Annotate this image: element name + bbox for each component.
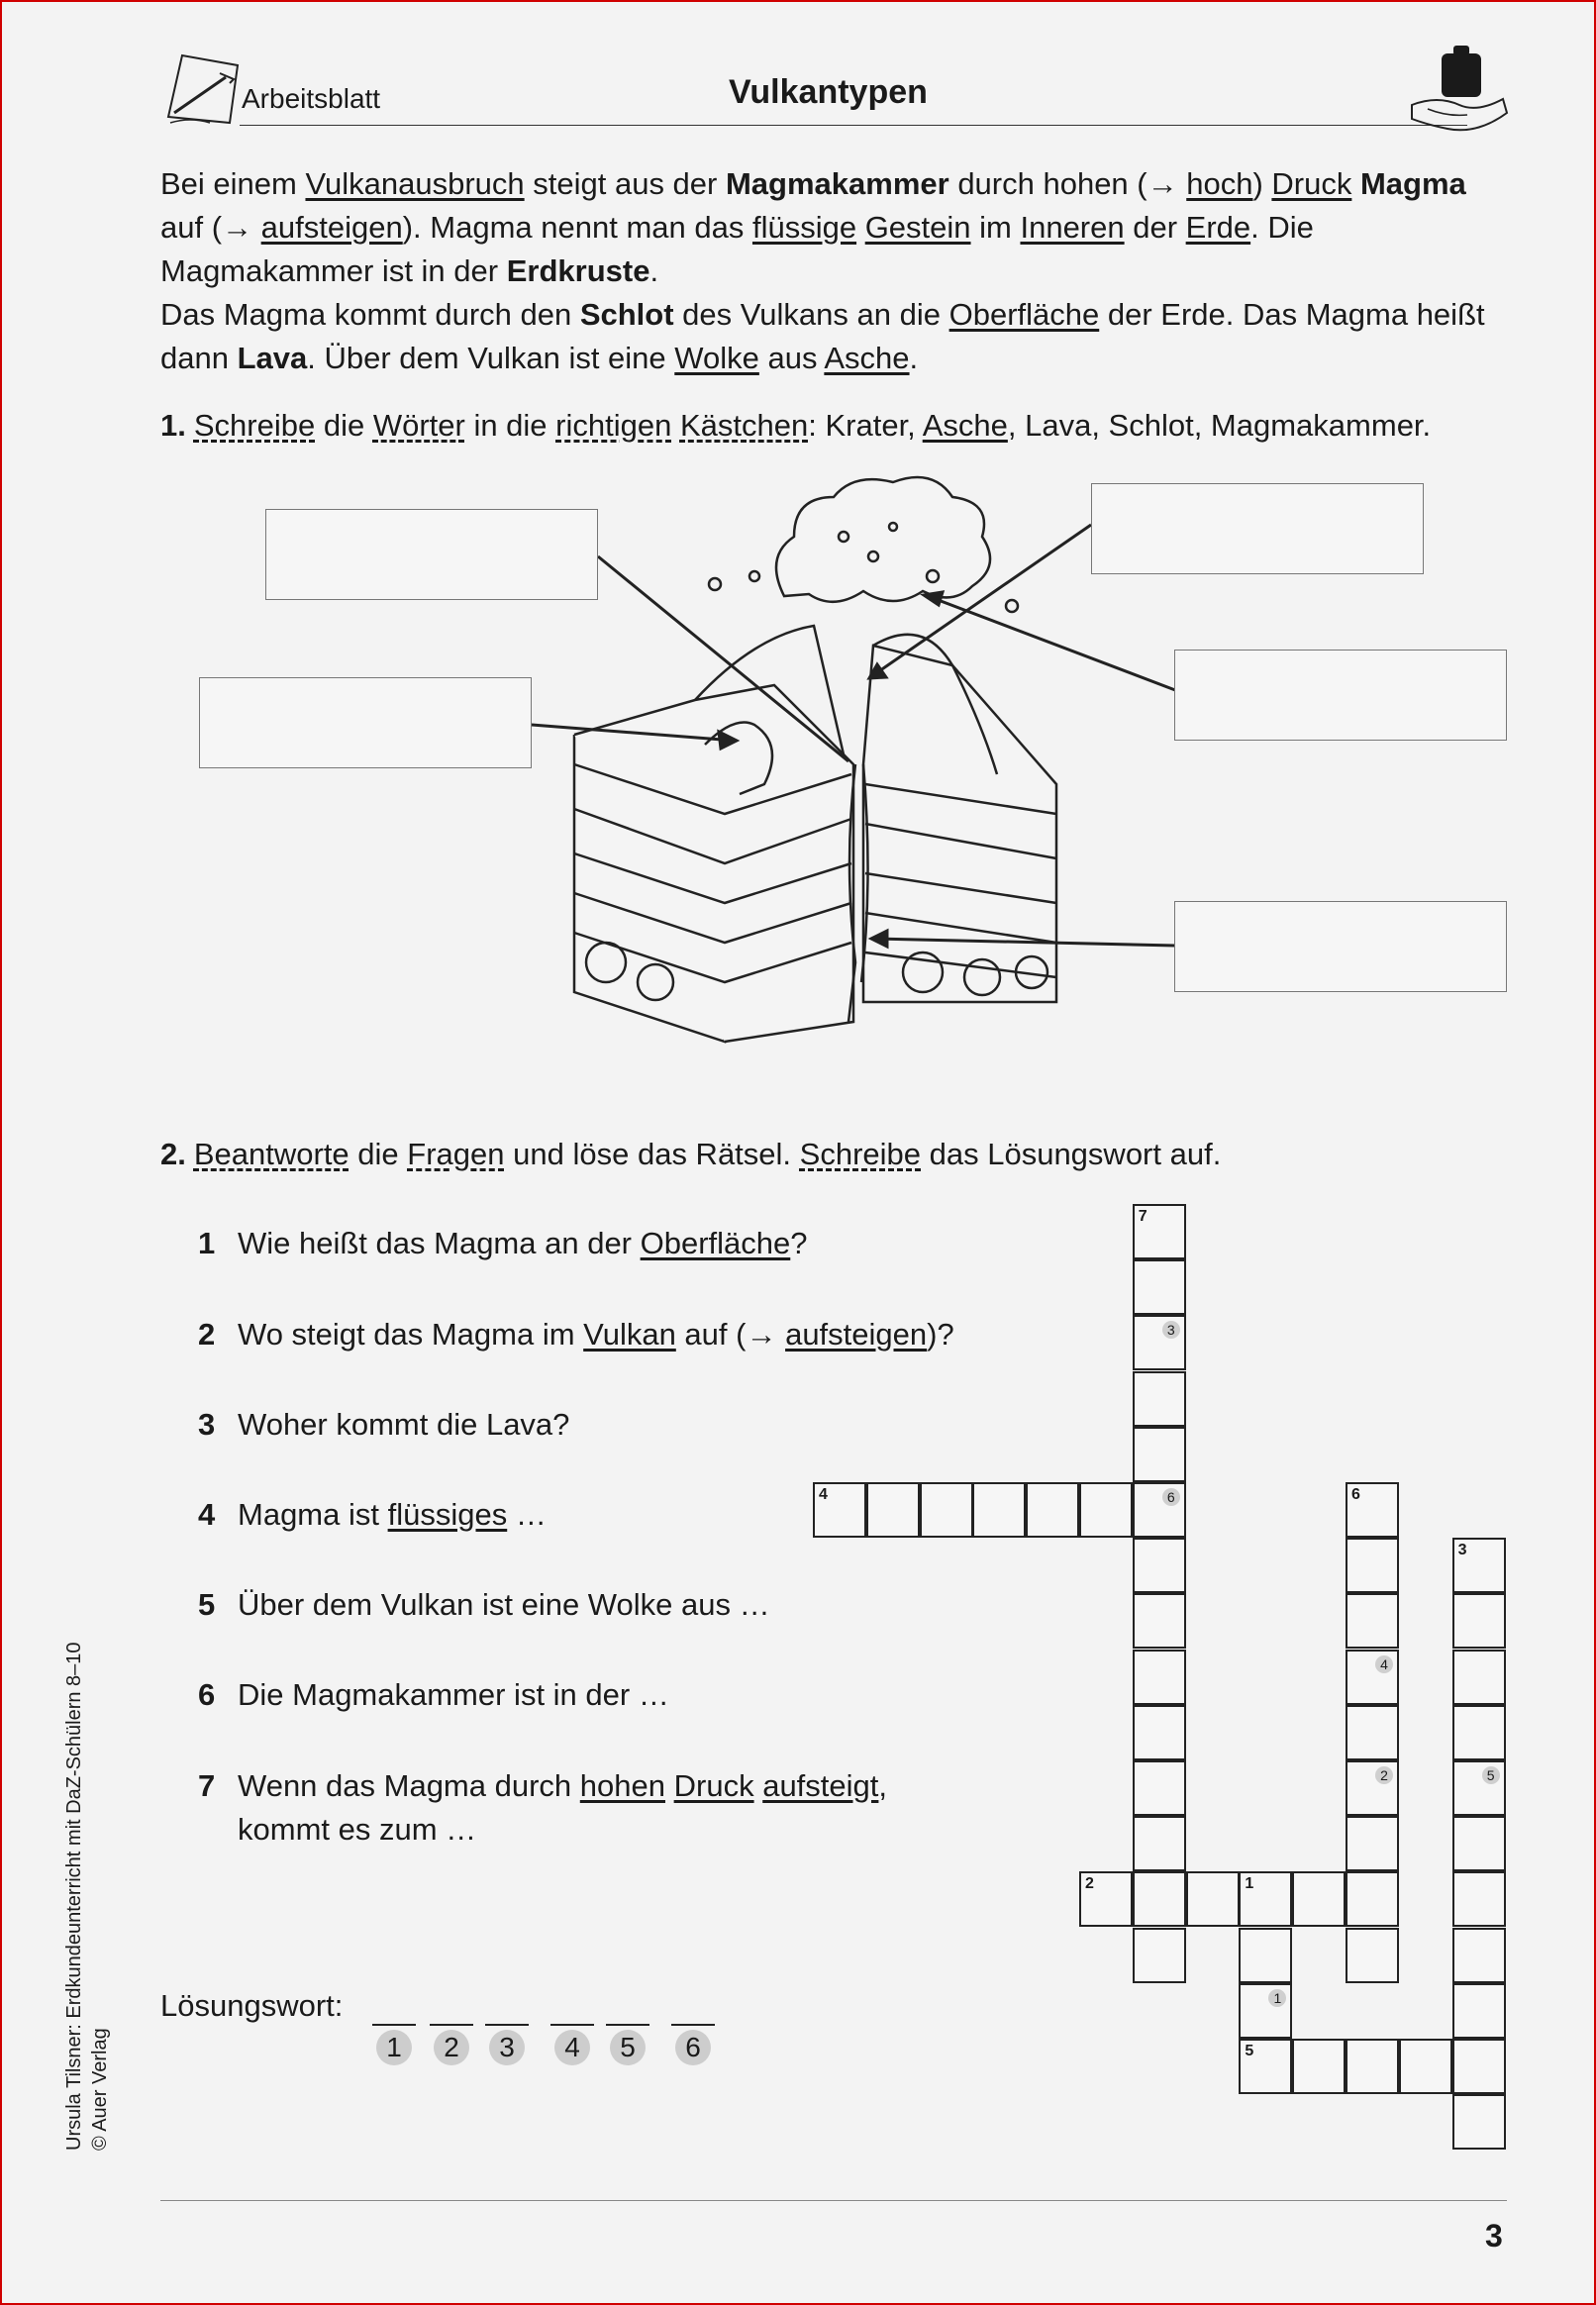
crossword-cell[interactable] bbox=[1399, 2039, 1452, 2094]
intro-p1-segment: der bbox=[1124, 210, 1186, 245]
intro-p2-segment: Wolke bbox=[674, 341, 759, 375]
question-4-segment: flüssiges bbox=[387, 1497, 508, 1532]
crossword-cell[interactable] bbox=[1133, 1315, 1186, 1370]
intro-p2-segment: aus bbox=[758, 341, 825, 375]
crossword-cell[interactable] bbox=[1133, 1427, 1186, 1482]
question-2-segment: Vulkan bbox=[583, 1317, 676, 1352]
task-1-segment: Wörter bbox=[372, 408, 465, 443]
crossword-cell[interactable] bbox=[920, 1482, 973, 1538]
question-number: 6 bbox=[198, 1677, 216, 1712]
crossword-clue-number: 2 bbox=[1085, 1875, 1094, 1893]
task-1-segment: : Krater, bbox=[808, 408, 923, 443]
crossword-cell[interactable] bbox=[1239, 1928, 1292, 1983]
crossword-cell[interactable] bbox=[1346, 1816, 1399, 1871]
intro-p1-segment: steigt aus der bbox=[524, 166, 726, 201]
task-1-segment: Asche bbox=[922, 408, 1008, 443]
crossword-cell[interactable] bbox=[1133, 1705, 1186, 1760]
crossword-clue-number: 4 bbox=[819, 1486, 828, 1503]
question-number: 7 bbox=[198, 1768, 216, 1803]
intro-p1-segment: Inneren bbox=[1020, 210, 1125, 245]
question-number: 4 bbox=[198, 1497, 216, 1532]
crossword-cell[interactable] bbox=[1452, 1593, 1506, 1649]
question-7-segment: Wenn das Magma durch bbox=[238, 1768, 580, 1803]
solution-blank[interactable] bbox=[430, 2024, 473, 2026]
solution-number: 6 bbox=[675, 2030, 711, 2065]
crossword-cell[interactable] bbox=[1346, 1871, 1399, 1927]
label-box-4[interactable] bbox=[1174, 650, 1507, 741]
crossword-cell[interactable] bbox=[1292, 2039, 1346, 2094]
solution-blank[interactable] bbox=[372, 2024, 416, 2026]
question-6 bbox=[198, 1673, 669, 1717]
question-5-segment: Über dem Vulkan ist eine Wolke aus … bbox=[238, 1587, 770, 1622]
question-text bbox=[238, 1764, 887, 1852]
solution-letter-marker: 4 bbox=[1375, 1655, 1393, 1673]
intro-p2-segment: . Über dem Vulkan ist eine bbox=[307, 341, 675, 375]
question-7-segment bbox=[665, 1768, 674, 1803]
task-2-segment: das Lösungswort auf. bbox=[921, 1137, 1222, 1171]
question-1-segment: ? bbox=[790, 1226, 808, 1260]
question-3 bbox=[198, 1403, 569, 1447]
crossword-cell[interactable] bbox=[1346, 1650, 1399, 1705]
intro-p2-segment: Das Magma kommt durch den bbox=[160, 297, 580, 332]
crossword-clue-number: 1 bbox=[1245, 1875, 1254, 1893]
question-2-segment: auf (→ bbox=[675, 1317, 786, 1352]
crossword-clue-number: 5 bbox=[1245, 2043, 1254, 2059]
crossword-cell[interactable] bbox=[1239, 1983, 1292, 2039]
weight-hand-icon bbox=[1408, 40, 1513, 143]
crossword-cell[interactable] bbox=[1346, 1482, 1399, 1538]
crossword-cell[interactable] bbox=[1452, 1816, 1506, 1871]
crossword-cell[interactable] bbox=[1452, 2094, 1506, 2150]
crossword-cell[interactable] bbox=[1026, 1482, 1079, 1538]
intro-p2-segment: Lava bbox=[237, 341, 308, 375]
crossword-cell[interactable] bbox=[1079, 1482, 1133, 1538]
question-text bbox=[238, 1583, 770, 1627]
task-1-instruction bbox=[194, 408, 1431, 443]
solution-label: Lösungswort: bbox=[160, 1988, 344, 2023]
intro-p1-segment: Erdkruste bbox=[506, 253, 650, 288]
publisher-credit bbox=[61, 1642, 113, 2151]
credit-line-2: © Auer Verlag bbox=[89, 2028, 111, 2151]
crossword-clue-number: 3 bbox=[1457, 1542, 1467, 1559]
question-text bbox=[238, 1673, 669, 1717]
question-text bbox=[238, 1313, 954, 1356]
solution-letter-marker: 5 bbox=[1482, 1766, 1500, 1784]
solution-blank[interactable] bbox=[550, 2024, 594, 2026]
task-2-number: 2. bbox=[160, 1137, 186, 1171]
solution-blank[interactable] bbox=[485, 2024, 529, 2026]
intro-p1-segment: ) bbox=[1252, 166, 1272, 201]
crossword-cell[interactable] bbox=[1239, 1871, 1292, 1927]
task-1-number: 1. bbox=[160, 408, 186, 443]
intro-p2-segment: Oberfläche bbox=[948, 297, 1100, 332]
crossword-cell[interactable] bbox=[1292, 1871, 1346, 1927]
question-text-line2: kommt es zum … bbox=[238, 1812, 477, 1847]
crossword-cell[interactable] bbox=[866, 1482, 920, 1538]
label-box-3[interactable] bbox=[199, 677, 532, 768]
solution-letter-marker: 3 bbox=[1162, 1321, 1180, 1339]
intro-p1-segment: Erde bbox=[1185, 210, 1251, 245]
intro-paragraph-2 bbox=[160, 293, 1517, 380]
crossword-cell[interactable] bbox=[1239, 2039, 1292, 2094]
intro-p1-segment: Magma bbox=[1359, 166, 1466, 201]
intro-p1-segment: aufsteigen bbox=[260, 210, 403, 245]
solution-letter-marker: 2 bbox=[1375, 1766, 1393, 1784]
question-7 bbox=[198, 1764, 887, 1852]
task-1-segment: , Lava, Schlot, Magmakammer. bbox=[1007, 408, 1432, 443]
question-text bbox=[238, 1403, 569, 1447]
solution-number: 5 bbox=[610, 2030, 646, 2065]
solution-letter-marker: 1 bbox=[1268, 1989, 1286, 2007]
intro-p1-segment: durch hohen (→ bbox=[948, 166, 1187, 201]
question-number: 5 bbox=[198, 1587, 216, 1622]
question-7-segment bbox=[754, 1768, 763, 1803]
crossword-clue-number: 7 bbox=[1138, 1208, 1147, 1225]
crossword-cell[interactable] bbox=[1452, 1760, 1506, 1816]
intro-p2-segment: der Erde. Das Magma heißt dann bbox=[160, 297, 1485, 375]
intro-p1-segment: ). Magma nennt man das bbox=[402, 210, 752, 245]
intro-p1-segment: flüssige bbox=[751, 210, 857, 245]
task-1-segment bbox=[671, 408, 680, 443]
crossword-cell[interactable] bbox=[813, 1482, 866, 1538]
intro-text bbox=[160, 162, 1517, 380]
task-2-segment: Schreibe bbox=[799, 1137, 922, 1171]
credit-line-1: Ursula Tilsner: Erdkundeunterricht mit DaZ-Schülern 8–10 bbox=[63, 1642, 85, 2151]
crossword-cell[interactable] bbox=[1133, 1538, 1186, 1593]
crossword-cell[interactable] bbox=[1346, 1538, 1399, 1593]
crossword-cell[interactable] bbox=[1452, 1538, 1506, 1593]
question-5 bbox=[198, 1583, 770, 1627]
crossword-cell[interactable] bbox=[1452, 1650, 1506, 1705]
crossword-cell[interactable] bbox=[1133, 1259, 1186, 1315]
intro-p1-segment: auf (→ bbox=[160, 210, 261, 245]
task-1-segment: die bbox=[315, 408, 373, 443]
question-2 bbox=[198, 1313, 954, 1356]
question-number: 1 bbox=[198, 1226, 216, 1260]
question-number: 3 bbox=[198, 1407, 216, 1442]
question-2-segment: Wo steigt das Magma im bbox=[238, 1317, 584, 1352]
label-box-5[interactable] bbox=[1174, 901, 1507, 992]
question-3-segment: Woher kommt die Lava? bbox=[238, 1407, 570, 1442]
intro-p2-segment: . bbox=[909, 341, 919, 375]
crossword-cell[interactable] bbox=[1133, 1650, 1186, 1705]
crossword-cell[interactable] bbox=[1133, 1816, 1186, 1871]
intro-p1-segment: Magmakammer bbox=[725, 166, 949, 201]
question-2-segment: aufsteigen bbox=[785, 1317, 928, 1352]
task-2-segment: Fragen bbox=[407, 1137, 505, 1171]
crossword-cell[interactable] bbox=[1133, 1760, 1186, 1816]
solution-number: 1 bbox=[376, 2030, 412, 2065]
question-1-segment: Wie heißt das Magma an der bbox=[238, 1226, 641, 1260]
question-4-segment: … bbox=[507, 1497, 547, 1532]
intro-p1-segment: Druck bbox=[1271, 166, 1352, 201]
header-rule bbox=[240, 125, 1467, 126]
intro-p1-segment: . Die Magmakammer ist in der bbox=[160, 210, 1314, 288]
task-2-segment: Beantworte bbox=[193, 1137, 349, 1171]
intro-p2-segment: des Vulkans an die bbox=[673, 297, 949, 332]
question-6-segment: Die Magmakammer ist in der … bbox=[238, 1677, 669, 1712]
task-1-segment: Kästchen bbox=[679, 408, 809, 443]
task-1-segment: in die bbox=[464, 408, 556, 443]
crossword-cell[interactable] bbox=[1346, 1705, 1399, 1760]
crossword-cell[interactable] bbox=[1133, 1593, 1186, 1649]
intro-p1-segment: Bei einem bbox=[160, 166, 306, 201]
intro-p1-segment: Gestein bbox=[864, 210, 971, 245]
solution-blank[interactable] bbox=[671, 2024, 715, 2026]
crossword-cell[interactable] bbox=[1452, 1871, 1506, 1927]
question-2-segment: )? bbox=[927, 1317, 954, 1352]
crossword-cell[interactable] bbox=[1452, 2039, 1506, 2094]
crossword-clue-number: 6 bbox=[1351, 1486, 1360, 1503]
question-7-segment: , bbox=[878, 1768, 888, 1803]
question-text bbox=[238, 1222, 808, 1265]
intro-p1-segment: . bbox=[649, 253, 659, 288]
solution-letter-marker: 6 bbox=[1162, 1488, 1180, 1506]
intro-p2-segment: Schlot bbox=[579, 297, 674, 332]
crossword-cell[interactable] bbox=[1186, 1871, 1240, 1927]
question-7-segment: aufsteigt bbox=[762, 1768, 879, 1803]
intro-p1-segment: Vulkanausbruch bbox=[305, 166, 525, 201]
task-1-segment: Schreibe bbox=[193, 408, 316, 443]
crossword-cell[interactable] bbox=[1346, 2039, 1399, 2094]
question-1 bbox=[198, 1222, 808, 1265]
intro-p1-segment bbox=[856, 210, 865, 245]
crossword-cell[interactable] bbox=[1452, 1705, 1506, 1760]
label-box-2[interactable] bbox=[1091, 483, 1424, 574]
crossword-cell[interactable] bbox=[1452, 1983, 1506, 2039]
crossword-cell[interactable] bbox=[1079, 1871, 1133, 1927]
question-number: 2 bbox=[198, 1317, 216, 1352]
question-text bbox=[238, 1493, 547, 1537]
crossword-cell[interactable] bbox=[1346, 1928, 1399, 1983]
crossword-cell[interactable] bbox=[1346, 1760, 1399, 1816]
crossword-cell[interactable] bbox=[1133, 1371, 1186, 1427]
label-box-1[interactable] bbox=[265, 509, 598, 600]
page-number: 3 bbox=[1485, 2218, 1503, 2254]
crossword-cell[interactable] bbox=[1133, 1871, 1186, 1927]
question-4 bbox=[198, 1493, 547, 1537]
task-2 bbox=[160, 1137, 1221, 1172]
question-4-segment: Magma ist bbox=[238, 1497, 388, 1532]
footer-rule bbox=[160, 2200, 1507, 2201]
task-2-segment: und löse das Rätsel. bbox=[504, 1137, 800, 1171]
page-title: Vulkantypen bbox=[729, 73, 928, 111]
question-7-segment: hohen bbox=[579, 1768, 665, 1803]
intro-paragraph-1 bbox=[160, 162, 1517, 293]
question-1-segment: Oberfläche bbox=[640, 1226, 791, 1260]
solution-blank[interactable] bbox=[606, 2024, 649, 2026]
intro-p2-segment: Asche bbox=[824, 341, 910, 375]
crossword-cell[interactable] bbox=[1346, 1593, 1399, 1649]
question-7-segment: Druck bbox=[673, 1768, 754, 1803]
crossword-cell[interactable] bbox=[1133, 1482, 1186, 1538]
crossword-cell[interactable] bbox=[972, 1482, 1026, 1538]
task-1-segment: richtigen bbox=[555, 408, 672, 443]
task-2-instruction bbox=[194, 1137, 1221, 1171]
crossword-cell[interactable] bbox=[1133, 1928, 1186, 1983]
pen-paper-icon bbox=[160, 48, 246, 127]
crossword-cell[interactable] bbox=[1452, 1928, 1506, 1983]
crossword-cell[interactable] bbox=[1133, 1204, 1186, 1259]
solution-number: 4 bbox=[554, 2030, 590, 2065]
intro-p1-segment: im bbox=[970, 210, 1021, 245]
intro-p1-segment bbox=[1351, 166, 1360, 201]
header-label: Arbeitsblatt bbox=[242, 83, 381, 114]
intro-p1-segment: hoch bbox=[1186, 166, 1253, 201]
solution-number: 2 bbox=[434, 2030, 469, 2065]
task-1 bbox=[160, 408, 1431, 444]
solution-number: 3 bbox=[489, 2030, 525, 2065]
task-2-segment: die bbox=[349, 1137, 408, 1171]
